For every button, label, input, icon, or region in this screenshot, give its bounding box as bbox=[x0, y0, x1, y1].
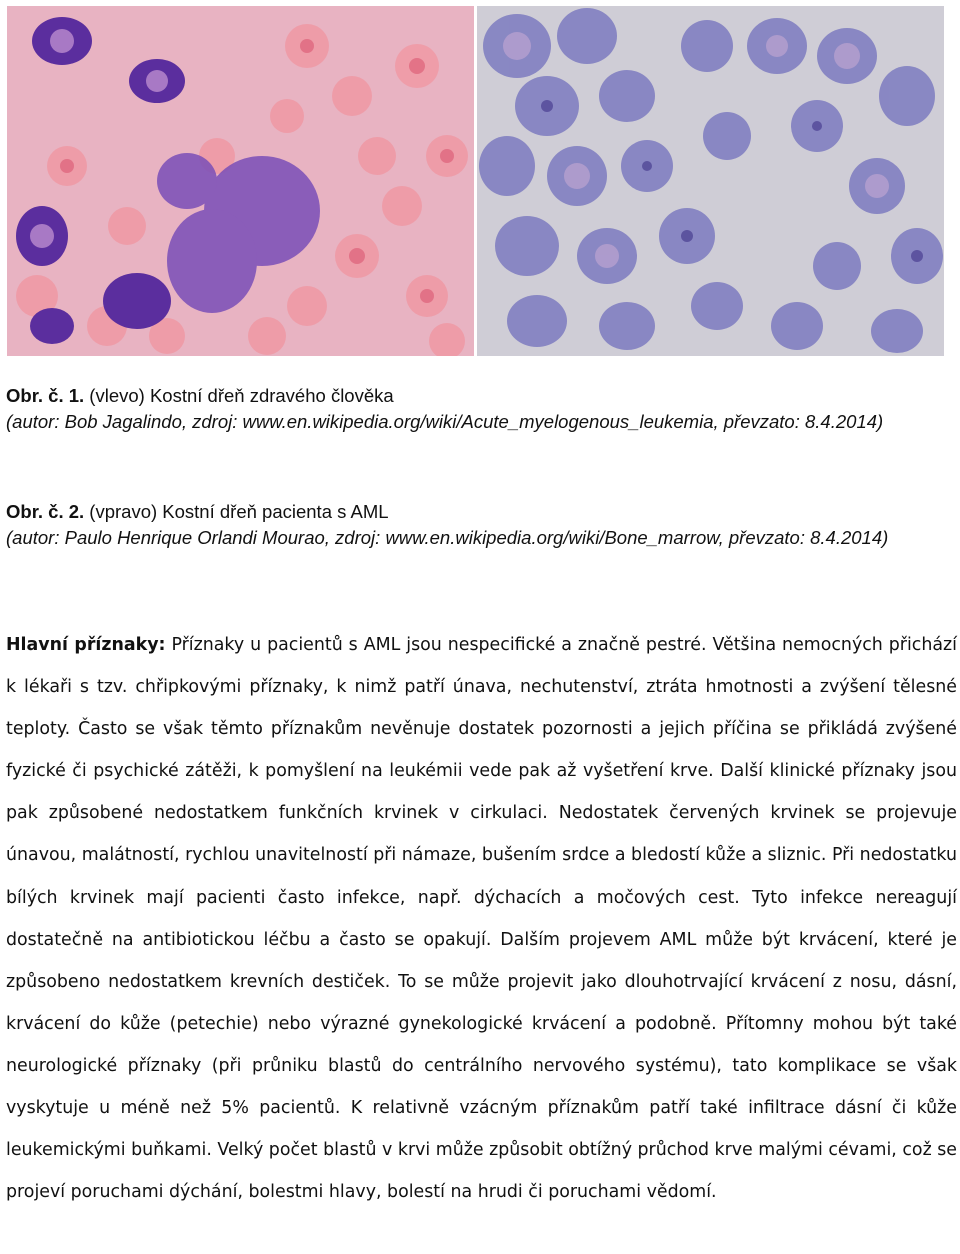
figure-2-credit: (autor: Paulo Henrique Orlandi Mourao, zdroj: www.en.wikipedia.org/wiki/Bone_marrow, převzato: 8.4.2014) bbox=[6, 527, 889, 548]
aml-marrow-image bbox=[477, 6, 944, 356]
healthy-marrow-image bbox=[7, 6, 474, 356]
figure-2-caption bbox=[6, 499, 946, 551]
figure-1-caption bbox=[6, 383, 946, 435]
figure-1-credit: (autor: Bob Jagalindo, zdroj: www.en.wikipedia.org/wiki/Acute_myelogenous_leukemia, převzato: 8.4.2014) bbox=[6, 411, 884, 432]
figure-2-label: Obr. č. 2. bbox=[6, 501, 85, 522]
figure-1-title: (vlevo) Kostní dřeň zdravého člověka bbox=[84, 385, 394, 406]
symptoms-paragraph bbox=[6, 624, 957, 1213]
symptoms-text: Příznaky u pacientů s AML jsou nespecifické a značně pestré. Většina nemocných přichází k lékaři s tzv. chřipkovými příznaky, k nimž patří únava, nechutenství, ztráta hmotnosti a zvýšení tělesné teploty. Často se však těmto příznakům nevěnuje dostatek pozornosti a jejich příčina se přikládá zvýšené fyzické či psychické zátěži, k pomyšlení na leukémii vede pak až vyšetření krve. Další klinické příznaky jsou pak způsobené nedostatkem funkčních krvinek v cirkulaci. Nedostatek červených krvinek se projevuje únavou, malátností, rychlou unavitelností při námaze, bušením srdce a bledostí kůže a sliznic. Při nedostatku bílých krvinek mají pacienti často infekce, např. dýchacích a močových cest. Tyto infekce nereagují dostatečně na antibiotickou léčbu a často se opakují. Dalším projevem AML může být krvácení, které je způsobeno nedostatkem krevních destiček. To se může projevit jako dlouhotrvající krvácení z nosu, dásní, krvácení do kůže (petechie) nebo výrazné gynekologické krvácení a podobně. Přítomny mohou být také neurologické příznaky (při průniku blastů do centrálního nervového systému), tato komplikace se však vyskytuje u méně než 5% pacientů. K relativně vzácným příznakům patří také infiltrace dásní či kůže leukemickými buňkami. Velký počet blastů v krvi může způsobit obtížný průchod krve malými cévami, což se projeví poruchami dýchání, bolestmi hlavy, bolestí na hrudi či poruchami vědomí. bbox=[6, 635, 957, 1203]
symptoms-heading: Hlavní příznaky: bbox=[6, 635, 166, 655]
figure-2-title: (vpravo) Kostní dřeň pacienta s AML bbox=[84, 501, 389, 522]
figure-1-label: Obr. č. 1. bbox=[6, 385, 85, 406]
